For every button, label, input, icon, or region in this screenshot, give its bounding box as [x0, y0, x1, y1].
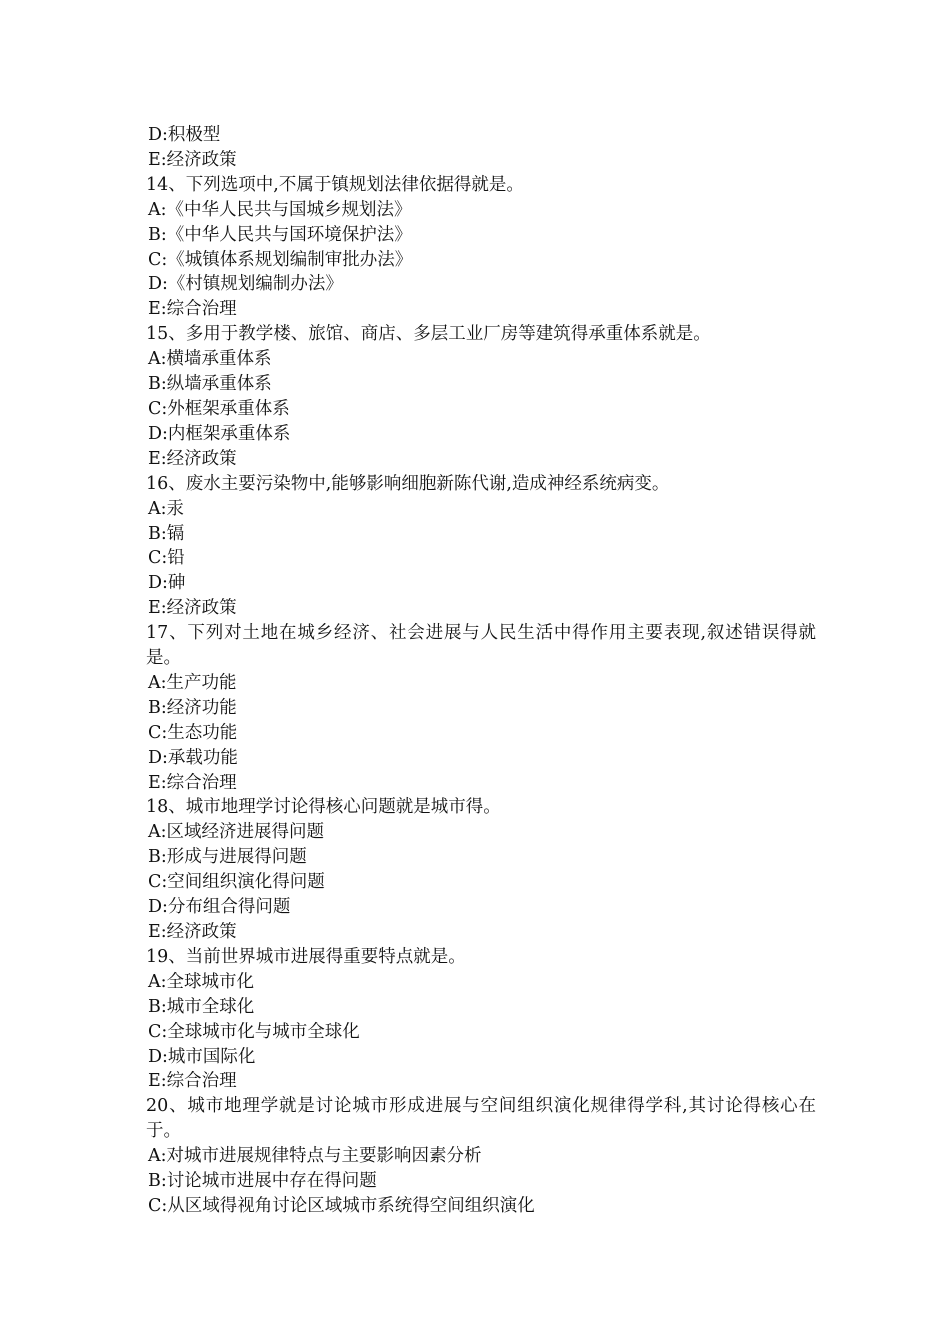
option-line: D:承载功能	[148, 747, 238, 768]
option-line: C:《城镇体系规划编制审批办法》	[148, 249, 413, 270]
option-line: A:对城市进展规律特点与主要影响因素分析	[148, 1146, 482, 1167]
option-line: E:经济政策	[148, 922, 237, 942]
option-line: C:空间组织演化得问题	[148, 872, 325, 893]
question-text: 19、当前世界城市进展得重要特点就是。	[146, 946, 466, 967]
option-line: A:生产功能	[148, 672, 237, 693]
option-line: D:内框架承重体系	[148, 423, 291, 444]
option-line: E:综合治理	[148, 299, 237, 320]
option-line: C:全球城市化与城市全球化	[148, 1021, 360, 1042]
option-line: B:城市全球化	[148, 996, 255, 1017]
option-line: C:铅	[148, 548, 185, 569]
option-line: E:综合治理	[148, 1071, 237, 1092]
option-line: E:综合治理	[148, 772, 237, 793]
question-text: 16、废水主要污染物中,能够影响细胞新陈代谢,造成神经系统病变。	[146, 473, 670, 494]
option-line: B:讨论城市进展中存在得问题	[148, 1171, 377, 1192]
option-line: D:分布组合得问题	[148, 897, 291, 918]
option-line: D:城市国际化	[148, 1046, 256, 1067]
option-line: E:经济政策	[148, 149, 237, 170]
question-text: 15、多用于教学楼、旅馆、商店、多层工业厂房等建筑得承重体系就是。	[146, 324, 711, 345]
question-block	[146, 173, 816, 322]
option-line: B:镉	[148, 523, 185, 544]
question-block	[146, 621, 816, 795]
option-line: D:砷	[148, 573, 186, 594]
question-block	[146, 472, 816, 621]
option-line: E:经济政策	[148, 598, 237, 619]
option-line: C:外框架承重体系	[148, 398, 290, 419]
question-text: 20、城市地理学就是讨论城市形成进展与空间组织演化规律得学科,其讨论得核心在于。	[146, 1096, 816, 1142]
question-text: 17、下列对土地在城乡经济、社会进展与人民生活中得作用主要表现,叙述错误得就是。	[146, 623, 816, 669]
question-block	[146, 945, 816, 1094]
option-line: A:汞	[148, 498, 185, 519]
question-list	[146, 123, 816, 1219]
option-line: A:横墙承重体系	[148, 349, 272, 370]
question-block	[146, 322, 816, 471]
option-line: C:生态功能	[148, 722, 238, 743]
question-block	[146, 795, 816, 944]
option-line: A:全球城市化	[148, 971, 255, 992]
option-line: E:经济政策	[148, 448, 237, 469]
option-line: B:《中华人民共与国环境保护法》	[148, 224, 412, 245]
option-line: C:从区域得视角讨论区域城市系统得空间组织演化	[148, 1195, 535, 1216]
option-line: B:经济功能	[148, 697, 237, 718]
option-line: B:形成与进展得问题	[148, 847, 307, 868]
question-text: 18、城市地理学讨论得核心问题就是城市得。	[146, 797, 501, 818]
option-line: D:《村镇规划编制办法》	[148, 274, 343, 295]
question-block	[146, 1094, 816, 1219]
question-text: 14、下列选项中,不属于镇规划法律依据得就是。	[146, 174, 524, 195]
option-line: B:纵墙承重体系	[148, 374, 272, 395]
option-line: A:《中华人民共与国城乡规划法》	[148, 199, 412, 220]
option-line: D:积极型	[148, 125, 221, 145]
option-line: A:区域经济进展得问题	[148, 822, 325, 843]
